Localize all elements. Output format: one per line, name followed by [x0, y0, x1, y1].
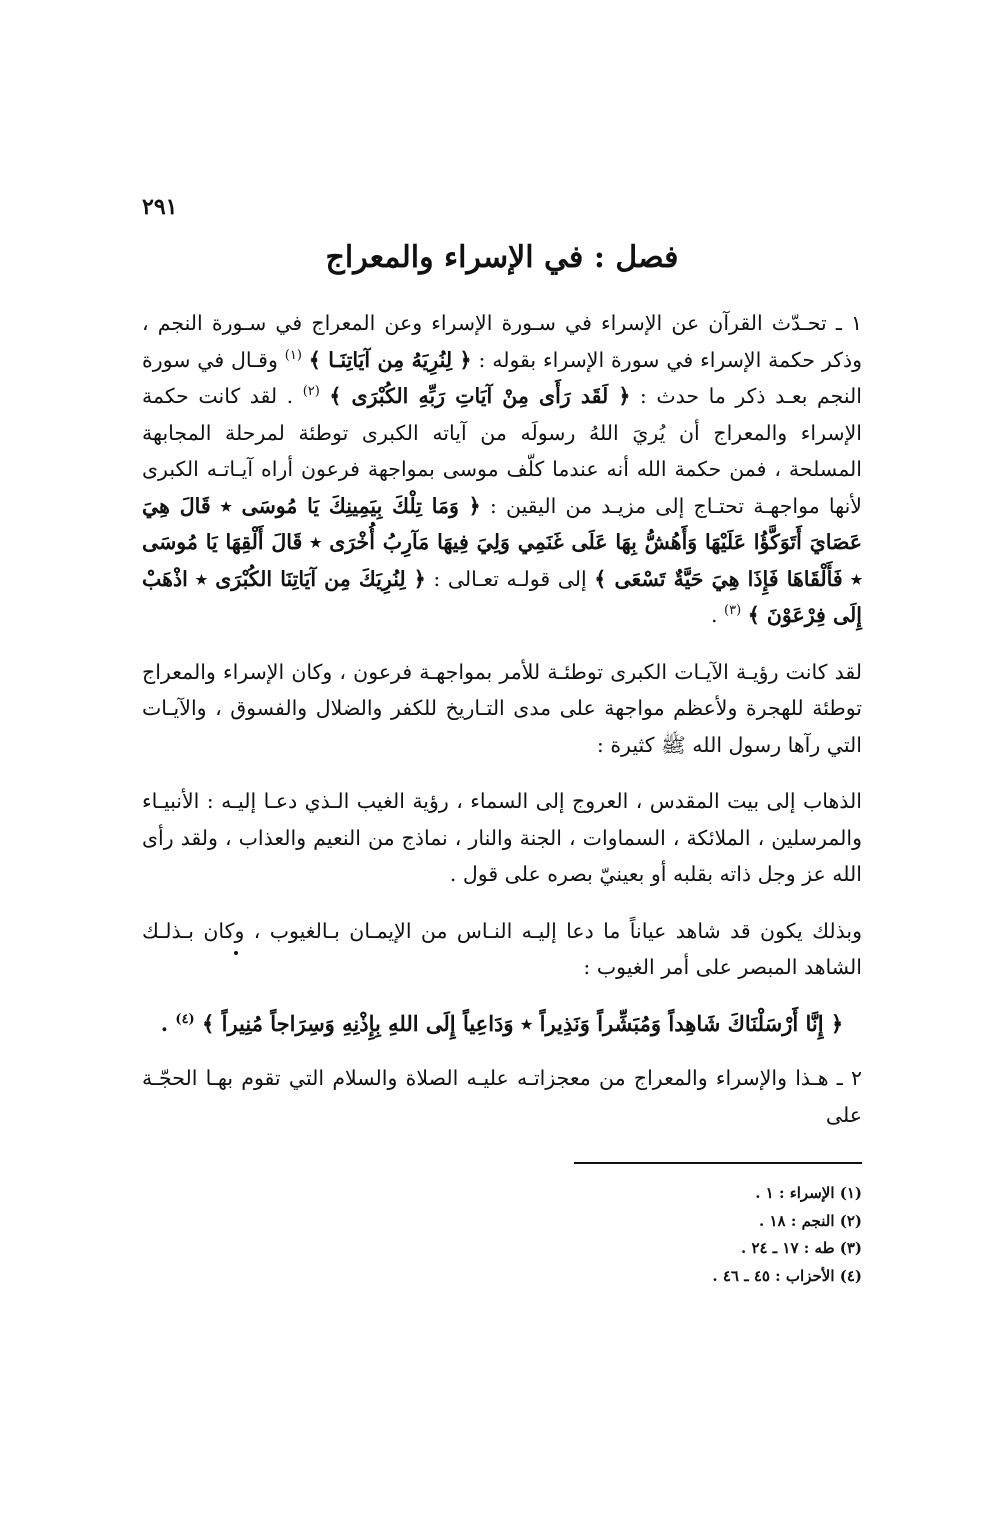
footnote-2: (٢) النجم : ١٨ . — [759, 1211, 862, 1230]
stray-dot — [234, 951, 238, 955]
p1-mid-1: وقـال في سورة النجم بعـد ذكر ما حدث : — [142, 347, 862, 408]
body-text — [142, 305, 862, 1153]
paragraph-2: لقد كانت رؤيـة الآيـات الكبرى توطئـة للأمر بمواجهـة فرعون ، وكان الإسراء والمعراج توطئة للهجرة ولأعظم مواجهة على مدى التـاريخ للكفر والضلال والفسوق ، والآيـات التي رآها رسول الله ﷺ كثيرة : — [142, 659, 862, 757]
p1-mid-3: إلى قولـه تعـالى : — [433, 566, 587, 591]
footnote-ref-2: (٢) — [302, 384, 320, 400]
p5-end: . — [160, 1010, 169, 1036]
chapter-title: فصل : في الإسراء والمعراج — [325, 240, 679, 275]
quran-verse-1: ﴿ لِنُرِيَهُ مِن آيَاتِنَـا ﴾ — [308, 347, 472, 372]
footnotes — [574, 1180, 862, 1290]
paragraph-1 — [142, 305, 862, 634]
paragraph-6: ٢ ـ هـذا والإسراء والمعراج من معجزاتـه عليـه الصلاة والسلام التي تقوم بهـا الحجّـة على — [142, 1066, 862, 1127]
footnote-3: (٣) طه : ١٧ ـ ٢٤ . — [741, 1239, 862, 1257]
paragraph-4: وبذلك يكون قد شاهد عياناً ما دعا إليـه النـاس من الإيمـان بـالغيوب ، وكان بـذلـك الشاهد المبصر على أمر الغيوب : — [142, 918, 862, 979]
quran-verse-3: ﴿ وَمَا تِلْكَ بِيَمِينِكَ يَا مُوسَى ٭ قَالَ هِيَ عَصَايَ أَتَوَكَّؤُا عَلَيْهَا وَأَهُشُّ بِهَا عَلَى غَنَمِي وَلِيَ فِيهَا مَآرِبُ أُخْرَى ٭ قَالَ أَلْقِهَا يَا مُوسَى ٭ فَأَلْقَاهَا فَإِذَا هِيَ حَيَّةٌ تَسْعَى ﴾ — [142, 493, 862, 591]
footnote-1: (١) الإسراء : ١ . — [755, 1184, 862, 1202]
footnote-4: (٤) الأحزاب : ٤٥ ـ ٤٦ . — [712, 1266, 862, 1285]
paragraph-3: الذهاب إلى بيت المقدس ، العروج إلى السماء ، رؤية الغيب الـذي دعـا إليـه : الأنبيـاء والمرسلين ، الملائكة ، السماوات ، الجنة والنار ، نماذج من النعيم والعذاب ، ولقد رأى الله عز وجل ذاته بقلبه أو بعينيّ بصره على قول . — [142, 789, 862, 886]
page-number: ٢٩١ — [142, 194, 178, 220]
p1-intro: ١ ـ تحـدّث القرآن عن الإسراء في سـورة الإسراء وعن المعراج في سـورة النجم ، وذكر حكمة الإسراء في سورة الإسراء بقوله : — [142, 311, 862, 372]
footnote-divider — [574, 1162, 862, 1164]
footnote-ref-1: (١) — [284, 347, 302, 363]
quran-verse-4: ﴿ لِنُرِيَكَ مِن آيَاتِنَا الكُبْرَى ٭ اذْهَبْ إِلَى فِرْعَوْنَ ﴾ — [142, 566, 862, 627]
quran-verse-5: ﴿ إِنَّا أَرْسَلْنَاكَ شَاهِداً وَمُبَشِّراً وَنَذِيراً ٭ وَدَاعِياً إِلَى اللهِ بِإِذْنِهِ وَسِرَاجاً مُنِيراً ﴾ — [202, 1010, 844, 1036]
paragraph-5-verse — [142, 1006, 862, 1043]
p1-mid-2: . لقد كانت حكمة الإسراء والمعراج أن يُريَ اللهُ رسولَه من آياته الكبرى توطئة لمرحلة المجابهة المسلحة ، فمن حكمة الله أنه عندما كلّف موسى بمواجهة فرعون أراه آيـاتـه الكبرى لأنها مواجهـة تحتـاج إلى مزيـد من اليقين : — [142, 384, 862, 518]
footnote-ref-3: (٣) — [724, 603, 742, 619]
footnote-ref-4: (٤) — [175, 1011, 195, 1027]
quran-verse-2: ﴿ لَقَد رَأَى مِنْ آيَاتِ رَبِّهِ الكُبْرَى ﴾ — [329, 384, 631, 408]
p1-end: . — [710, 603, 718, 627]
